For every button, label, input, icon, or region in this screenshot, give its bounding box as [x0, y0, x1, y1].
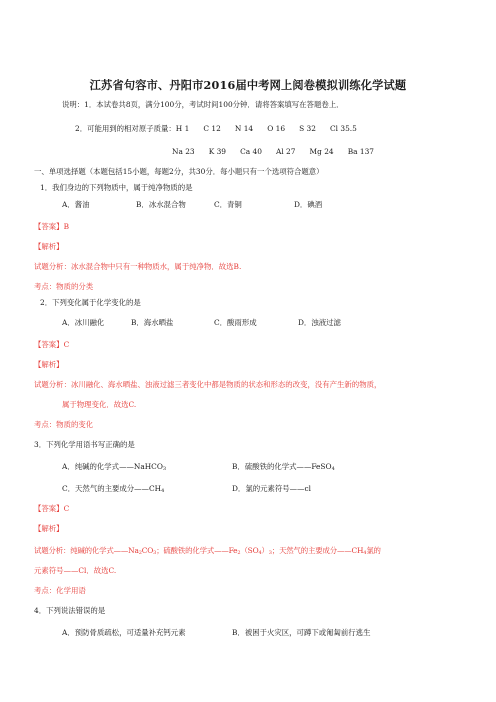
q1-option-c: C．青铜: [214, 200, 242, 209]
q3-analysis-1b-sub: 3: [153, 550, 157, 556]
q1-option-a: A．酱油: [62, 200, 90, 209]
q3-analysis-1a: 试题分析：纯碱的化学式——Na: [34, 546, 139, 555]
q3-option-c-text: C．天然气的主要成分——CH: [62, 484, 162, 493]
q3-analysis-1e-sub: 3: [268, 550, 272, 556]
q3-analysis-line-1: [34, 546, 381, 558]
q1-stem: 1．我们身边的下列物质中，属于纯净物质的是: [40, 183, 193, 192]
q1-answer: 【答案】B: [34, 222, 69, 231]
q3-option-a-text: A．纯碱的化学式——NaHCO: [62, 462, 163, 471]
q3-option-a: [62, 462, 166, 474]
q3-analysis-label: 【解析】: [34, 524, 64, 533]
q2-option-d: D．浊液过滤: [298, 318, 341, 327]
q1-options: [62, 200, 322, 210]
q3-answer: 【答案】C: [34, 504, 70, 513]
q3-option-b: [232, 462, 335, 474]
q3-analysis-1d-sub: 4: [258, 550, 262, 556]
section-header: 一、单项选择题（本题包括15小题，每题2分，共30分．每小题只有一个选项符合题意）: [34, 167, 324, 176]
note-masses-1: H 1 C 12 N 14 O 16 S 32 Cl 35.5: [175, 124, 357, 133]
q3-analysis-1d: （SO: [240, 546, 259, 555]
q4-option-a: A．预防骨质疏松，可适量补充钙元素: [62, 628, 186, 637]
q3-analysis-1c: ；硫酸铁的化学式——Fe: [156, 546, 238, 555]
note-masses-label: 2．可能用到的相对原子质量：: [75, 124, 176, 133]
q2-analysis-label: 【解析】: [34, 360, 64, 369]
q3-analysis-1g: 氯的: [366, 546, 381, 555]
q1-analysis-label: 【解析】: [34, 242, 64, 251]
q3-analysis-1e: ）: [261, 546, 269, 555]
note-line-1: 说明：1．本试卷共8页，满分100分，考试时间100分钟．请将答案填写在答题卷上．: [62, 100, 344, 109]
q2-analysis-line-1: 试题分析：冰川融化、海水晒盐、浊液过滤三者变化中都是物质的状态和形态的改变，没有产生新的物质，: [34, 380, 382, 389]
q4-option-b: B．被困于火灾区，可蹲下或匍匐前行逃生: [232, 628, 371, 637]
q3-analysis-1f: ；天然气的主要成分——CH: [271, 546, 364, 555]
q1-point: 考点：物质的分类: [34, 282, 94, 291]
q2-answer: 【答案】C: [34, 340, 70, 349]
q3-analysis-1c-sub: 2: [237, 550, 241, 556]
q3-analysis-1f-sub: 4: [363, 550, 367, 556]
q1-option-d: D．碘酒: [294, 200, 323, 209]
q4-stem: 4．下列说法错误的是: [34, 606, 106, 615]
page-title: 江苏省句容市、丹阳市2016届中考网上阅卷模拟训练化学试题: [89, 78, 407, 92]
q3-analysis-1b: CO: [141, 546, 154, 555]
note-masses-2: Na 23 K 39 Ca 40 Al 27 Mg 24 Ba 137: [172, 147, 374, 156]
q3-option-c: [62, 484, 164, 496]
q3-stem: 3．下列化学用语书写正确的是: [34, 440, 135, 449]
q3-option-a-sub: 3: [162, 466, 167, 472]
q3-option-d: D．氯的元素符号——cl: [232, 484, 311, 493]
q3-option-c-sub: 4: [161, 488, 165, 494]
q3-option-b-sub: 4: [331, 466, 335, 472]
q3-analysis-1a-sub: 2: [138, 550, 142, 556]
q2-option-b: B．海水晒盐: [131, 318, 174, 327]
q2-option-c: C．酸雨形成: [214, 318, 257, 327]
q2-point: 考点：物质的变化: [34, 420, 94, 429]
q3-point: 考点：化学用语: [34, 586, 86, 595]
q3-analysis-line-2: 元素符号——Cl．故选C.: [34, 566, 117, 575]
q2-analysis-line-2: 属于物理变化．故选C.: [62, 400, 137, 409]
note-line-2: [75, 124, 357, 134]
q1-option-b: B．冰水混合物: [136, 200, 186, 209]
q2-stem: 2．下列变化属于化学变化的是: [40, 298, 141, 307]
q3-option-b-text: B．硫酸铁的化学式——FeSO: [232, 462, 332, 471]
q1-analysis: 试题分析：冰水混合物中只有一种物质水，属于纯净物．故选B.: [34, 262, 242, 271]
q2-options: [62, 318, 341, 328]
q2-option-a: A．冰川融化: [62, 318, 105, 327]
